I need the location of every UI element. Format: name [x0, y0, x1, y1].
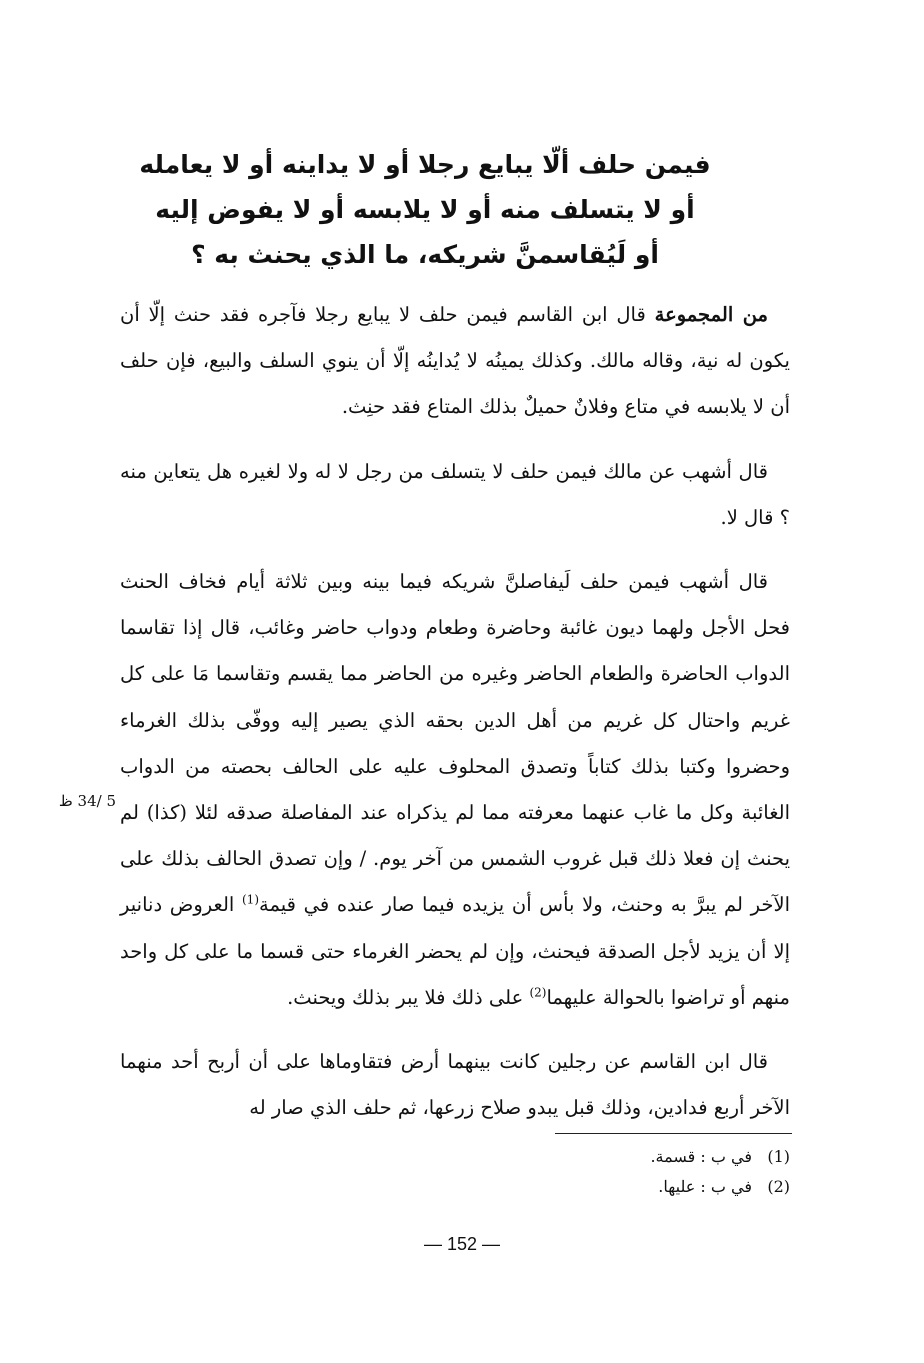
source-name: من المجموعة: [654, 303, 768, 326]
footnotes: [540, 1142, 790, 1202]
paragraph-3-text-b: العروض دنانير إلا أن يزيد لأجل الصدقة فيحنث، وإن لم يحضر الغرماء حتى قسما ما على كل واحد منهم أو تراضوا بالحوالة عليهما: [120, 893, 790, 1009]
footnote-text: في ب : قسمة.: [650, 1147, 752, 1166]
footnote-1: [540, 1142, 790, 1172]
paragraph-1-text: قال ابن القاسم فيمن حلف لا يبايع رجلا فآجره فقد حنث إلّا أن يكون له نية، وقاله مالك. وكذلك يمينُه لا يُداينُه إلّا أن ينوي السلف والبيع، فإن حلف أن لا يلابسه في متاع وفلانٌ حميلٌ بذلك المتاع فقد حنِث.: [120, 303, 790, 419]
paragraph-3: [120, 559, 790, 1021]
section-heading: [120, 142, 730, 277]
footnote-ref-2: (2): [529, 985, 547, 1000]
footnote-ref-1: (1): [241, 892, 259, 907]
paragraph-3-text-c: على ذلك فلا يبر بذلك ويحنث.: [287, 985, 530, 1009]
footnote-divider: [555, 1133, 792, 1134]
heading-line-3: أو لَيُقاسمنَّ شريكه، ما الذي يحنث به ؟: [191, 240, 659, 269]
footnote-number: (1): [767, 1147, 790, 1166]
footnote-2: [540, 1172, 790, 1202]
footnote-number: (2): [767, 1177, 790, 1196]
heading-line-1: فيمن حلف ألّا يبايع رجلا أو لا يداينه أو لا يعامله: [139, 150, 711, 179]
manuscript-folio-note: 5 /34 ظ: [58, 792, 116, 810]
body-text: [120, 292, 790, 1149]
paragraph-2: قال أشهب عن مالك فيمن حلف لا يتسلف من رجل لا له ولا لغيره هل يتعاين منه ؟ قال لا.: [120, 459, 790, 529]
paragraph-4: قال ابن القاسم عن رجلين كانت بينهما أرض فتقاوماها على أن أربح أحد منهما الآخر أربع فدادين، وذلك قبل يبدو صلاح زرعها، ثم حلف الذي صار له: [120, 1050, 790, 1120]
paragraph-1: [120, 292, 790, 431]
paragraph-3-text-a: قال أشهب فيمن حلف لَيفاصلنَّ شريكه فيما بينه وبين ثلاثة أيام فخاف الحنث فحل الأجل ولهما ديون غائبة وحاضرة وطعام ودواب حاضر وغائب، قال إذا تقاسما الدواب الحاضرة والطعام الحاضر وغيره من الحاضر مما يقسم وتقاسما مَا على كل غريم واحتال كل غريم من أهل الدين بحقه الذي يصير إليه ووفّى بذلك الغرماء وحضروا وكتبا بذلك كتاباً وتصدق المحلوف عليه على الحالف بحصته من الدواب الغائبة وكل ما غاب عنهما معرفته مما لم يذكراه عند المفاصلة صدقه لئلا (كذا) لم يحنث إن فعلا ذلك قبل غروب الشمس من آخر يوم. / وإن تصدق الحالف بذلك على الآخر لم يبرَّ به وحنث، ولا بأس أن يزيده فيما صار عنده في قيمة: [120, 570, 790, 917]
page-number: — 152 —: [423, 1234, 501, 1254]
heading-line-2: أو لا يتسلف منه أو لا يلابسه أو لا يفوض إليه: [155, 195, 695, 224]
footnote-text: في ب : عليها.: [658, 1177, 752, 1196]
